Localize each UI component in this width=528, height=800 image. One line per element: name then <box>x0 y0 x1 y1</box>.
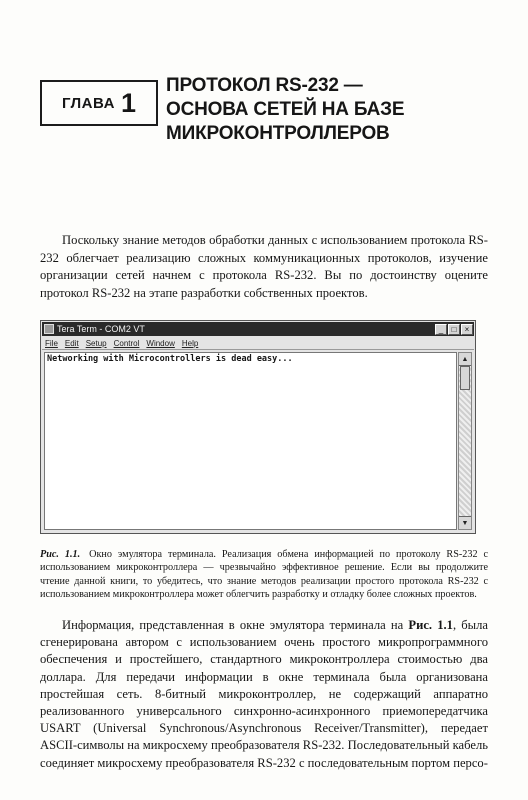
window-title: Tera Term - COM2 VT <box>57 324 145 334</box>
chapter-word: ГЛАВА <box>62 94 115 112</box>
menu-control[interactable]: Control <box>113 338 140 348</box>
menu-file[interactable]: File <box>45 338 58 348</box>
chapter-label-box <box>40 80 158 126</box>
figure-caption <box>40 548 488 602</box>
vertical-scrollbar[interactable] <box>458 352 472 530</box>
scroll-thumb[interactable] <box>460 366 470 390</box>
body-text-start: Информация, представленная в окне эмулятора терминала на <box>62 618 409 632</box>
app-icon <box>44 324 54 334</box>
terminal-area[interactable] <box>44 352 457 530</box>
menu-edit[interactable]: Edit <box>64 338 79 348</box>
caption-label: Рис. 1.1. <box>40 549 81 560</box>
scroll-down-icon[interactable]: ▼ <box>459 516 471 529</box>
caption-text: Окно эмулятора терминала. Реализация обмена информацией по протоколу RS-232 с использованием микроконтроллера — чрезвычайно эффективное решение. Если вы продолжите чтение данной книги, то убедитесь, что знание методов реализации простого протокола RS-232 с использованием микроконтроллера может облегчить разработку и отладку более сложных проектов. <box>40 549 488 601</box>
body-paragraph <box>40 617 488 772</box>
chapter-title <box>166 74 486 146</box>
minimize-icon[interactable]: _ <box>435 324 447 335</box>
menu-help[interactable]: Help <box>181 338 199 348</box>
menu-bar <box>42 337 474 350</box>
window-controls <box>435 324 473 335</box>
close-icon[interactable]: × <box>461 324 473 335</box>
terminal-window-figure <box>40 320 476 534</box>
body-text <box>40 617 488 772</box>
scroll-up-icon[interactable]: ▲ <box>459 353 471 366</box>
window-titlebar <box>42 322 474 336</box>
intro-text: Поскольку знание методов обработки данных с использованием протокола RS-232 облегчает реализацию сложных коммуникационных протоколов, изучение организации сетей начнем с протокола RS-232. Вы по достоинству оцените протокол RS-232 на этапе разработки собственных проектов. <box>40 233 488 300</box>
chapter-title-line: МИКРОКОНТРОЛЛЕРОВ <box>166 123 390 144</box>
chapter-number: 1 <box>120 87 136 118</box>
menu-setup[interactable]: Setup <box>85 338 107 348</box>
body-text-rest: , была сгенерирована автором с использованием очень простого микропрограммного обеспечения и простейшего, стандартного микроконтроллера стоимостью два доллара. Для передачи информации в окне терминала была организована простейшая сеть. 8-битный микроконтроллер, не содержащий аппаратно реализованного универсального синхронно-асинхронного приемопередатчика USART (Universal Synchronous/Asynchronous Receiver/Transmitter), передает ASCII-символы на микросхему преобразователя RS-232. Последовательный кабель соединяет микросхему преобразователя RS-232 с последовательным портом персо- <box>40 618 488 770</box>
figure-reference: Рис. 1.1 <box>408 618 453 632</box>
terminal-output: Networking with Microcontrollers is dead easy... <box>47 354 293 364</box>
chapter-title-line: ПРОТОКОЛ RS-232 — <box>166 75 363 96</box>
menu-window[interactable]: Window <box>146 338 175 348</box>
maximize-icon[interactable]: □ <box>448 324 460 335</box>
intro-paragraph <box>40 232 488 302</box>
chapter-title-line: ОСНОВА СЕТЕЙ НА БАЗЕ <box>166 99 405 120</box>
